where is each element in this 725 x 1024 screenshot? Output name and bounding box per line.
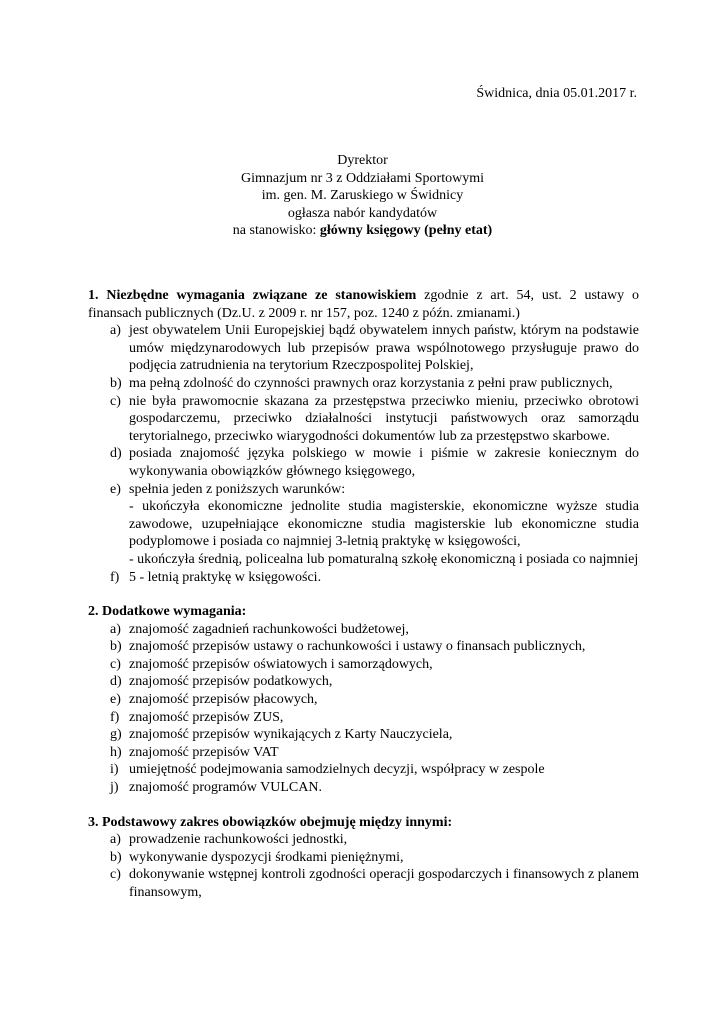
section-1-title <box>88 287 639 322</box>
list-sub-item: - ukończyła średnią, policealna lub pomaturalną szkołę ekonomiczną i posiada co najmniej <box>129 551 639 567</box>
list-item-text: nie była prawomocnie skazana za przestępstwa przeciwko mieniu, przeciwko obrotowi gospodarczemu, przeciwko działalności instytucji państwowych oraz samorządu terytorialnego, przeciwko wiarygodności dokumentów lub za przestępstwo skarbowe. <box>129 393 639 444</box>
list-marker: d) <box>110 446 122 462</box>
list-item-text: ma pełną zdolność do czynności prawnych oraz korzystania z pełni praw publicznych, <box>129 375 613 391</box>
section-3-title-text: 3. Podstawowy zakres obowiązków obejmuję między innymi: <box>88 814 453 830</box>
list-marker: e) <box>110 481 121 497</box>
document-body <box>88 287 639 919</box>
list-marker: g) <box>110 727 122 743</box>
list-marker: b) <box>110 849 122 865</box>
position-label: na stanowisko: <box>232 223 320 238</box>
section-3-title <box>88 814 639 832</box>
list-item-text: znajomość przepisów VAT <box>129 744 279 760</box>
list-item <box>88 779 639 797</box>
section-2-title <box>88 603 639 621</box>
header-line-1: Dyrektor <box>337 153 388 168</box>
list-item-text: prowadzenie rachunkowości jednostki, <box>129 832 348 848</box>
header-line-5 <box>0 222 725 240</box>
list-item <box>88 569 639 587</box>
list-item <box>88 481 639 569</box>
list-item-text: spełnia jeden z poniższych warunków: <box>129 481 346 497</box>
section-1-title-bold: 1. Niezbędne wymagania związane ze stanowiskiem <box>88 288 417 303</box>
list-item-text: znajomość przepisów płacowych, <box>129 692 318 708</box>
list-marker: b) <box>110 639 122 655</box>
list-item <box>88 621 639 639</box>
section-1-list <box>88 322 639 586</box>
list-item <box>88 656 639 674</box>
section-2-list <box>88 621 639 797</box>
list-marker: h) <box>110 744 122 760</box>
list-item-text: wykonywanie dyspozycji środkami pieniężnymi, <box>129 849 404 865</box>
list-item <box>88 761 639 779</box>
list-marker: f) <box>110 709 120 725</box>
date-line: Świdnica, dnia 05.01.2017 r. <box>476 86 637 101</box>
position-name: główny księgowy (pełny etat) <box>319 223 493 238</box>
list-marker: a) <box>110 323 121 339</box>
header-line-3: im. gen. M. Zaruskiego w Świdnicy <box>261 188 464 203</box>
header-line-4: ogłasza nabór kandydatów <box>287 205 438 221</box>
list-item <box>88 445 639 480</box>
section-1-title-rest: zgodnie z art. 54, ust. 2 ustawy o finansach publicznych (Dz.U. z 2009 r. nr 157, poz. 1240 z późn. zmianami.) <box>88 288 640 321</box>
header-line-2: Gimnazjum nr 3 z Oddziałami Sportowymi <box>240 170 484 186</box>
list-item-text: posiada znajomość języka polskiego w mowie i piśmie w zakresie koniecznym do wykonywania obowiązków głównego księgowego, <box>129 446 639 479</box>
list-item-text: znajomość zagadnień rachunkowości budżetowej, <box>129 621 409 637</box>
list-item <box>88 866 639 901</box>
list-sub-item: - ukończyła ekonomiczne jednolite studia magisterskie, ekonomiczne wyższe studia zawodowe, uzupełniające ekonomiczne studia magisterskie lub ekonomiczne studia podyplomowe i posiada co najmniej 3-letnią praktykę w księgowości, <box>129 499 639 550</box>
list-item <box>88 709 639 727</box>
list-marker: j) <box>110 780 119 796</box>
list-marker: a) <box>110 621 121 637</box>
list-item <box>88 375 639 393</box>
list-item-text: znajomość przepisów ZUS, <box>129 709 284 725</box>
list-item-text: znajomość przepisów podatkowych, <box>129 674 333 690</box>
list-marker: a) <box>110 832 121 848</box>
list-item-text: znajomość przepisów ustawy o rachunkowości i ustawy o finansach publicznych, <box>129 639 586 655</box>
list-item <box>88 638 639 656</box>
list-item <box>88 393 639 446</box>
list-item-text: jest obywatelem Unii Europejskiej bądź obywatelem innych państw, którym na podstawie umów międzynarodowych lub przepisów prawa wspólnotowego przysługuje prawo do podjęcia zatrudnienia na terytorium Rzeczpospolitej Polskiej, <box>129 323 639 374</box>
section-additional-requirements <box>88 603 639 797</box>
list-item <box>88 831 639 849</box>
section-requirements <box>88 287 639 586</box>
list-marker: e) <box>110 692 121 708</box>
announcement-header <box>0 152 725 240</box>
list-item <box>88 322 639 375</box>
list-item-text: dokonywanie wstępnej kontroli zgodności operacji gospodarczych i finansowych z planem finansowym, <box>129 867 639 900</box>
list-marker: b) <box>110 375 122 391</box>
list-item-text: 5 - letnią praktykę w księgowości. <box>129 569 322 585</box>
list-item <box>88 849 639 867</box>
list-item-text: znajomość przepisów oświatowych i samorządowych, <box>129 656 433 672</box>
list-item-text: znajomość programów VULCAN. <box>129 780 322 796</box>
list-marker: i) <box>110 762 119 778</box>
list-item-text: znajomość przepisów wynikających z Karty Nauczyciela, <box>129 727 453 743</box>
list-item-text: umiejętność podejmowania samodzielnych decyzji, współpracy w zespole <box>129 762 545 778</box>
list-marker: d) <box>110 674 122 690</box>
list-marker: c) <box>110 393 121 409</box>
list-marker: c) <box>110 867 121 883</box>
list-marker: c) <box>110 656 121 672</box>
list-item <box>88 744 639 762</box>
section-2-title-text: 2. Dodatkowe wymagania: <box>88 604 247 620</box>
section-3-list <box>88 831 639 901</box>
list-marker: f) <box>110 569 120 585</box>
list-item <box>88 673 639 691</box>
list-item <box>88 691 639 709</box>
list-item <box>88 726 639 744</box>
section-duties <box>88 814 639 902</box>
